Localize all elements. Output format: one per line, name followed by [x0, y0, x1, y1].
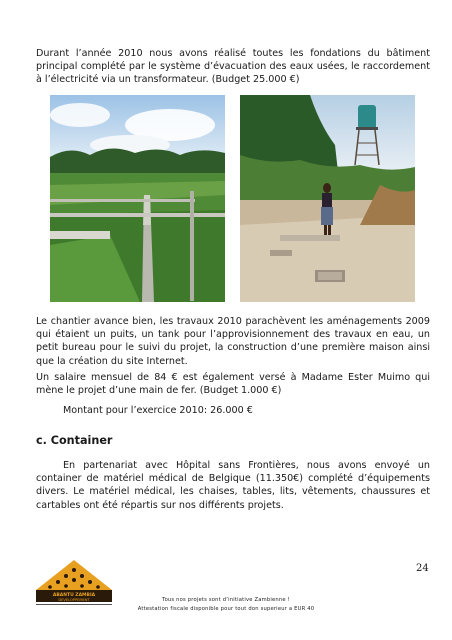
footer-text-initiative: Tous nos projets sont d’initiative Zambienne ! — [162, 597, 290, 603]
footer-line-tax — [0, 606, 452, 612]
page-number: 24 — [416, 563, 429, 574]
footer-text-tax: Attestation fiscale disponible pour tout don superieur a EUR 40 — [137, 606, 315, 612]
footer-line-initiative — [0, 597, 452, 603]
photo-foundations — [50, 95, 225, 302]
paragraph-foundations: Durant l’année 2010 nous avons réalisé toutes les fondations du bâtiment principal complété par le système d’évacuation des eaux usées, le raccordement à l’électricité via un transformateur. (Budget 25.000 €) — [36, 48, 430, 86]
logo-text-subtitle: DEVELOPPEMENT — [58, 598, 90, 602]
footer-divider — [36, 604, 112, 605]
photo-water-tank — [240, 95, 415, 302]
paragraph-salary: Un salaire mensuel de 84 € est également versé à Madame Ester Muimo qui mène le projet d’une main de fer. (Budget 1.000 €) — [36, 372, 430, 397]
section-heading-container: c. Container — [36, 434, 113, 447]
paragraph-progress: Le chantier avance bien, les travaux 2010 parachèvent les aménagements 2009 qui étaient un puits, un tank pour l’approvisionnement des travaux en eau, un petit bureau pour le suivi du projet, la construction d’une première maison ainsi que la création du site Internet. — [36, 316, 430, 367]
paragraph-container: En partenariat avec Hôpital sans Frontières, nous avons envoyé un container de matériel médical de Belgique (11.350€) complété d’équipements divers. Le matériel médical, les chaises, tables, lits, vêtements, chaussures et cartables ont été répartis sur nos différents projets. — [36, 460, 430, 511]
abantu-logo — [36, 560, 112, 602]
paragraph-total-amount: Montant pour l’exercice 2010: 26.000 € — [63, 405, 253, 416]
logo-text-name: ABANTU ZAMBIA — [52, 593, 96, 598]
